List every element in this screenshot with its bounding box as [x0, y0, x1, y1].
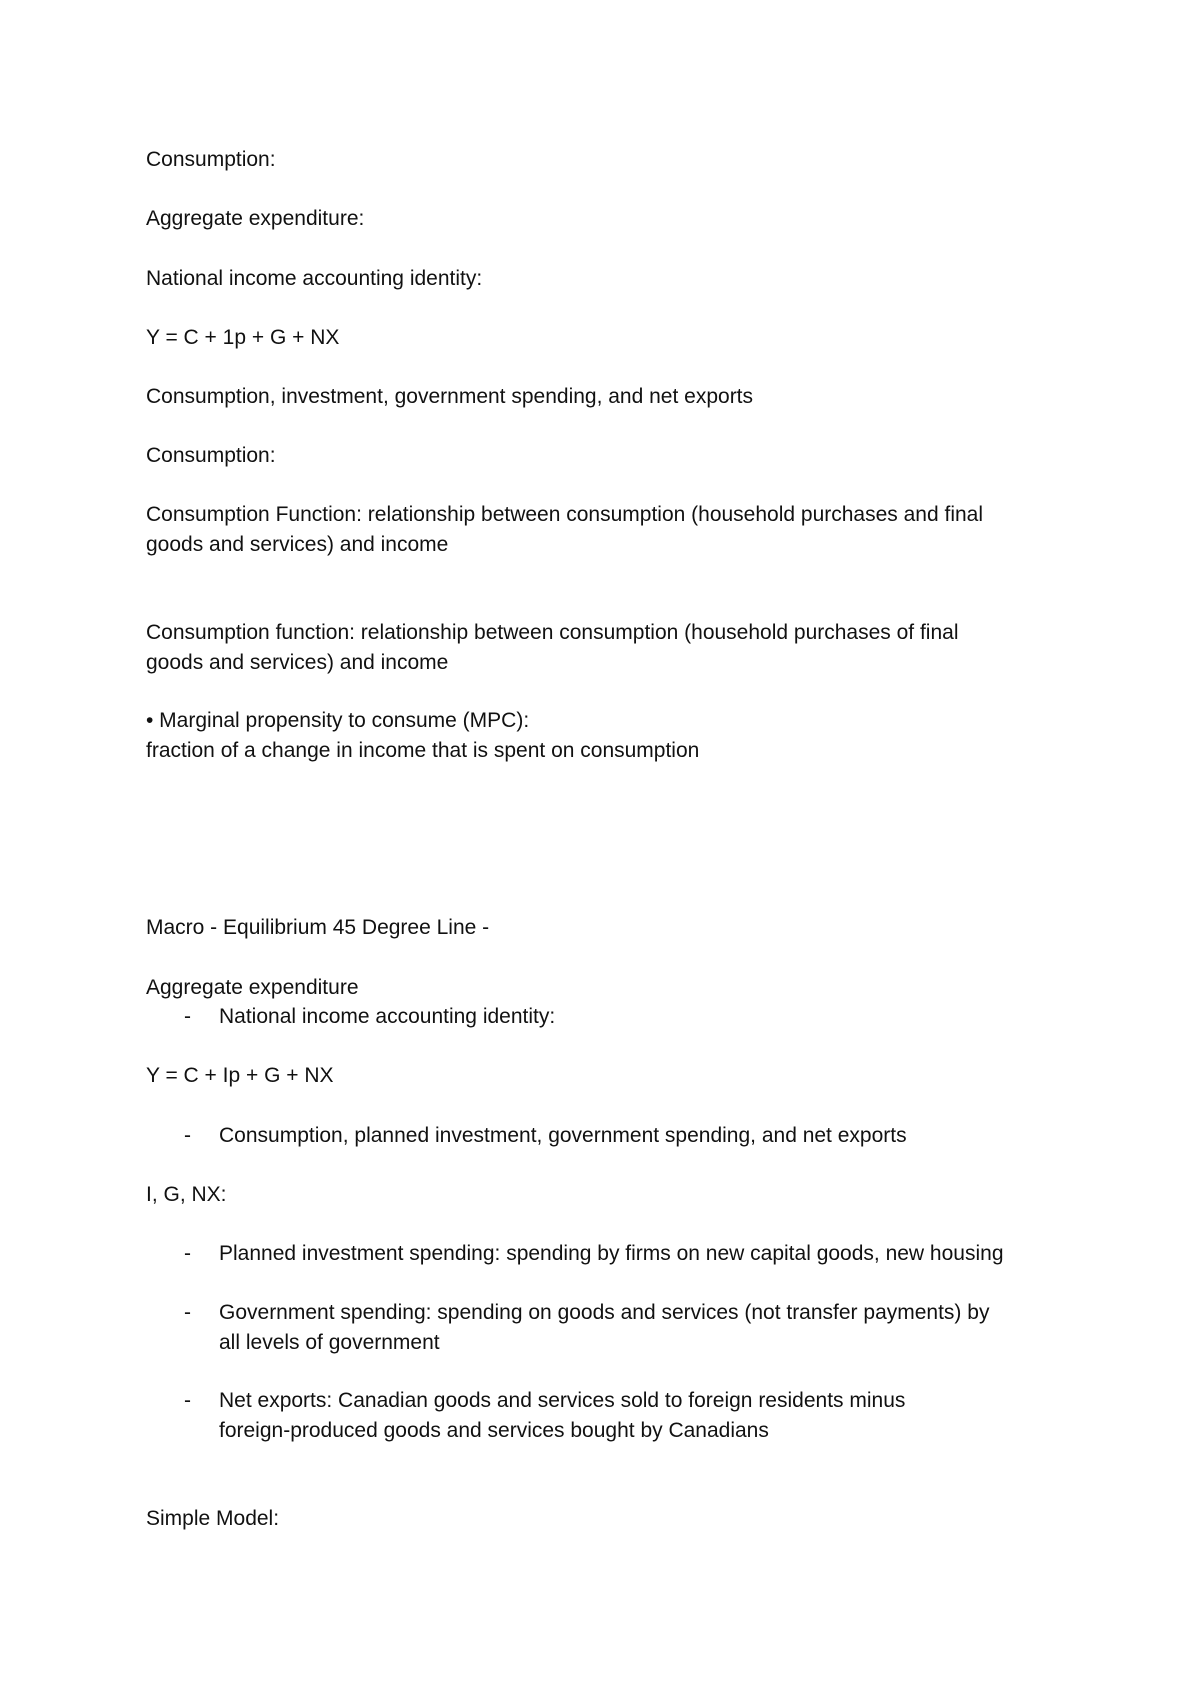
heading-aggregate-expenditure: Aggregate expenditure: [146, 207, 365, 230]
bullet-mpc: • Marginal propensity to consume (MPC): [146, 709, 530, 732]
heading-consumption-2: Consumption: [146, 444, 276, 467]
dash-bullet: - [184, 1005, 191, 1028]
list-item-line: all levels of government [219, 1331, 440, 1354]
dash-bullet: - [184, 1301, 191, 1324]
dash-bullet: - [184, 1124, 191, 1147]
text-national-income-identity: National income accounting identity: [146, 267, 483, 290]
paragraph-line: Consumption Function: relationship between consumption (household purchases and final [146, 503, 984, 526]
paragraph-consumption-function-2 [146, 618, 959, 678]
paragraph-line: goods and services) and income [146, 533, 449, 556]
list-item-components: Consumption, planned investment, government spending, and net exports [219, 1124, 907, 1147]
heading-consumption: Consumption: [146, 148, 276, 171]
list-item-line: Net exports: Canadian goods and services sold to foreign residents minus [219, 1389, 906, 1412]
list-item-identity: National income accounting identity: [219, 1005, 556, 1028]
paragraph-line: goods and services) and income [146, 651, 449, 674]
heading-simple-model: Simple Model: [146, 1507, 280, 1530]
equation-identity-2: Y = C + Ip + G + NX [146, 1064, 334, 1087]
text-mpc-definition: fraction of a change in income that is spent on consumption [146, 739, 700, 762]
heading-aggregate-expenditure-2: Aggregate expenditure [146, 976, 359, 999]
heading-i-g-nx: I, G, NX: [146, 1183, 227, 1206]
dash-bullet: - [184, 1389, 191, 1412]
paragraph-line: Consumption function: relationship between consumption (household purchases of final [146, 621, 959, 644]
paragraph-consumption-function [146, 500, 983, 560]
list-item-planned-investment: Planned investment spending: spending by firms on new capital goods, new housing [219, 1242, 1004, 1265]
text-components: Consumption, investment, government spending, and net exports [146, 385, 754, 408]
list-item-line: Government spending: spending on goods and services (not transfer payments) by [219, 1301, 990, 1324]
dash-bullet: - [184, 1242, 191, 1265]
list-item-net-exports [219, 1386, 905, 1446]
list-item-government-spending [219, 1298, 989, 1358]
equation-identity: Y = C + 1p + G + NX [146, 326, 340, 349]
heading-macro-equilibrium: Macro - Equilibrium 45 Degree Line - [146, 916, 490, 939]
list-item-line: foreign-produced goods and services bought by Canadians [219, 1419, 769, 1442]
